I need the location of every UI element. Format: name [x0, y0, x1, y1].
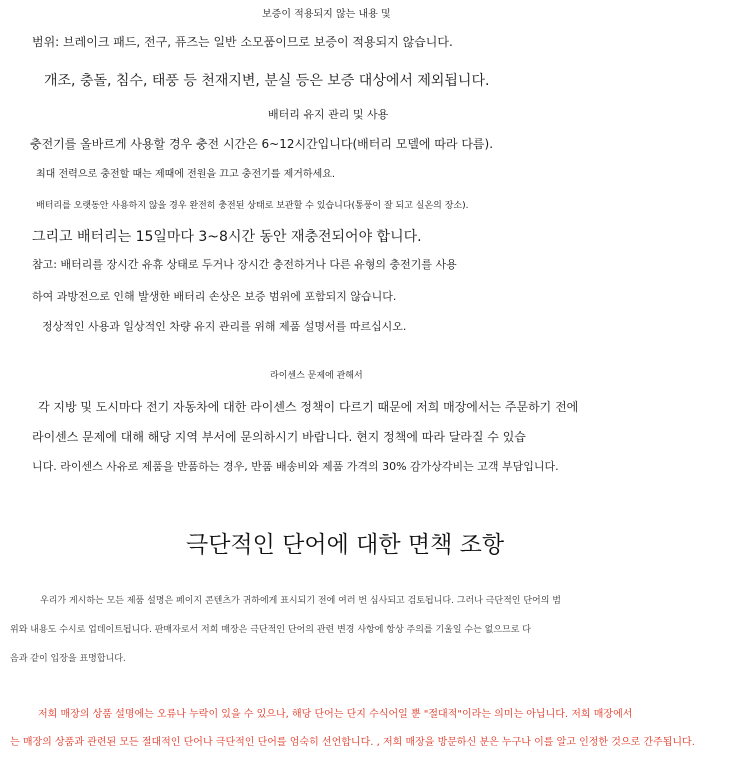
warranty-line-1: 범위: 브레이크 패드, 전구, 퓨즈는 일반 소모품이므로 보증이 적용되지 않습니다.: [32, 35, 453, 49]
battery-line-1: 충전기를 올바르게 사용할 경우 충전 시간은 6~12시간입니다(배터리 모델에 따라 다름).: [30, 137, 494, 151]
license-line-3: 니다. 라이센스 사유로 제품을 반품하는 경우, 반품 배송비와 제품 가격의 30% 감가상각비는 고객 부담입니다.: [32, 460, 559, 473]
disclaimer-red-line-2: 는 매장의 상품과 관련된 모든 절대적인 단어나 극단적인 단어를 엄숙히 선언합니다. , 저희 매장을 방문하신 분은 누구나 이를 알고 인정한 것으로 간주됩니다.: [10, 737, 695, 748]
battery-line-6: 하여 과방전으로 인해 발생한 배터리 손상은 보증 범위에 포함되지 않습니다.: [32, 290, 397, 303]
warranty-line-2: 개조, 충돌, 침수, 태풍 등 천재지변, 분실 등은 보증 대상에서 제외됩니다.: [44, 73, 490, 89]
disclaimer-line-3: 음과 같이 입장을 표명합니다.: [10, 654, 126, 664]
license-line-2: 라이센스 문제에 대해 해당 지역 부서에 문의하시기 바랍니다. 현지 정책에 따라 달라질 수 있습: [32, 430, 526, 444]
disclaimer-line-1: 우리가 게시하는 모든 제품 설명은 페이지 콘텐츠가 귀하에게 표시되기 전에 여러 번 심사되고 검토됩니다. 그러나 극단적인 단어의 범: [40, 596, 561, 606]
disclaimer-red-line-1: 저희 매장의 상품 설명에는 오류나 누락이 있을 수 있으나, 해당 단어는 단지 수식어일 뿐 "절대적"이라는 의미는 아닙니다. 저희 매장에서: [38, 709, 633, 720]
battery-line-3: 배터리를 오랫동안 사용하지 않을 경우 완전히 충전된 상태로 보관할 수 있습니다(통풍이 잘 되고 실온의 장소).: [36, 201, 469, 211]
disclaimer-title: 극단적인 단어에 대한 면책 조항: [186, 532, 505, 558]
battery-line-5: 참고: 배터리를 장시간 유휴 상태로 두거나 장시간 충전하거나 다른 유형의 충전기를 사용: [32, 258, 457, 271]
disclaimer-line-2: 위와 내용도 수시로 업데이트됩니다. 판매자로서 저희 매장은 극단적인 단어의 관련 변경 사항에 항상 주의를 기울일 수는 없으므로 다: [10, 625, 531, 635]
battery-line-4: 그리고 배터리는 15일마다 3~8시간 동안 재충전되어야 합니다.: [32, 229, 422, 245]
license-heading: 라이센스 문제에 관해서: [270, 371, 363, 381]
battery-heading: 배터리 유지 관리 및 사용: [268, 108, 389, 121]
battery-line-7: 정상적인 사용과 일상적인 차량 유지 관리를 위해 제품 설명서를 따르십시오.: [42, 320, 407, 333]
license-line-1: 각 지방 및 도시마다 전기 자동차에 대한 라이센스 정책이 다르기 때문에 저희 매장에서는 주문하기 전에: [38, 400, 579, 414]
battery-line-2: 최대 전력으로 충전할 때는 제때에 전원을 끄고 충전기를 제거하세요.: [36, 169, 336, 180]
warranty-heading: 보증이 적용되지 않는 내용 및: [262, 9, 391, 20]
